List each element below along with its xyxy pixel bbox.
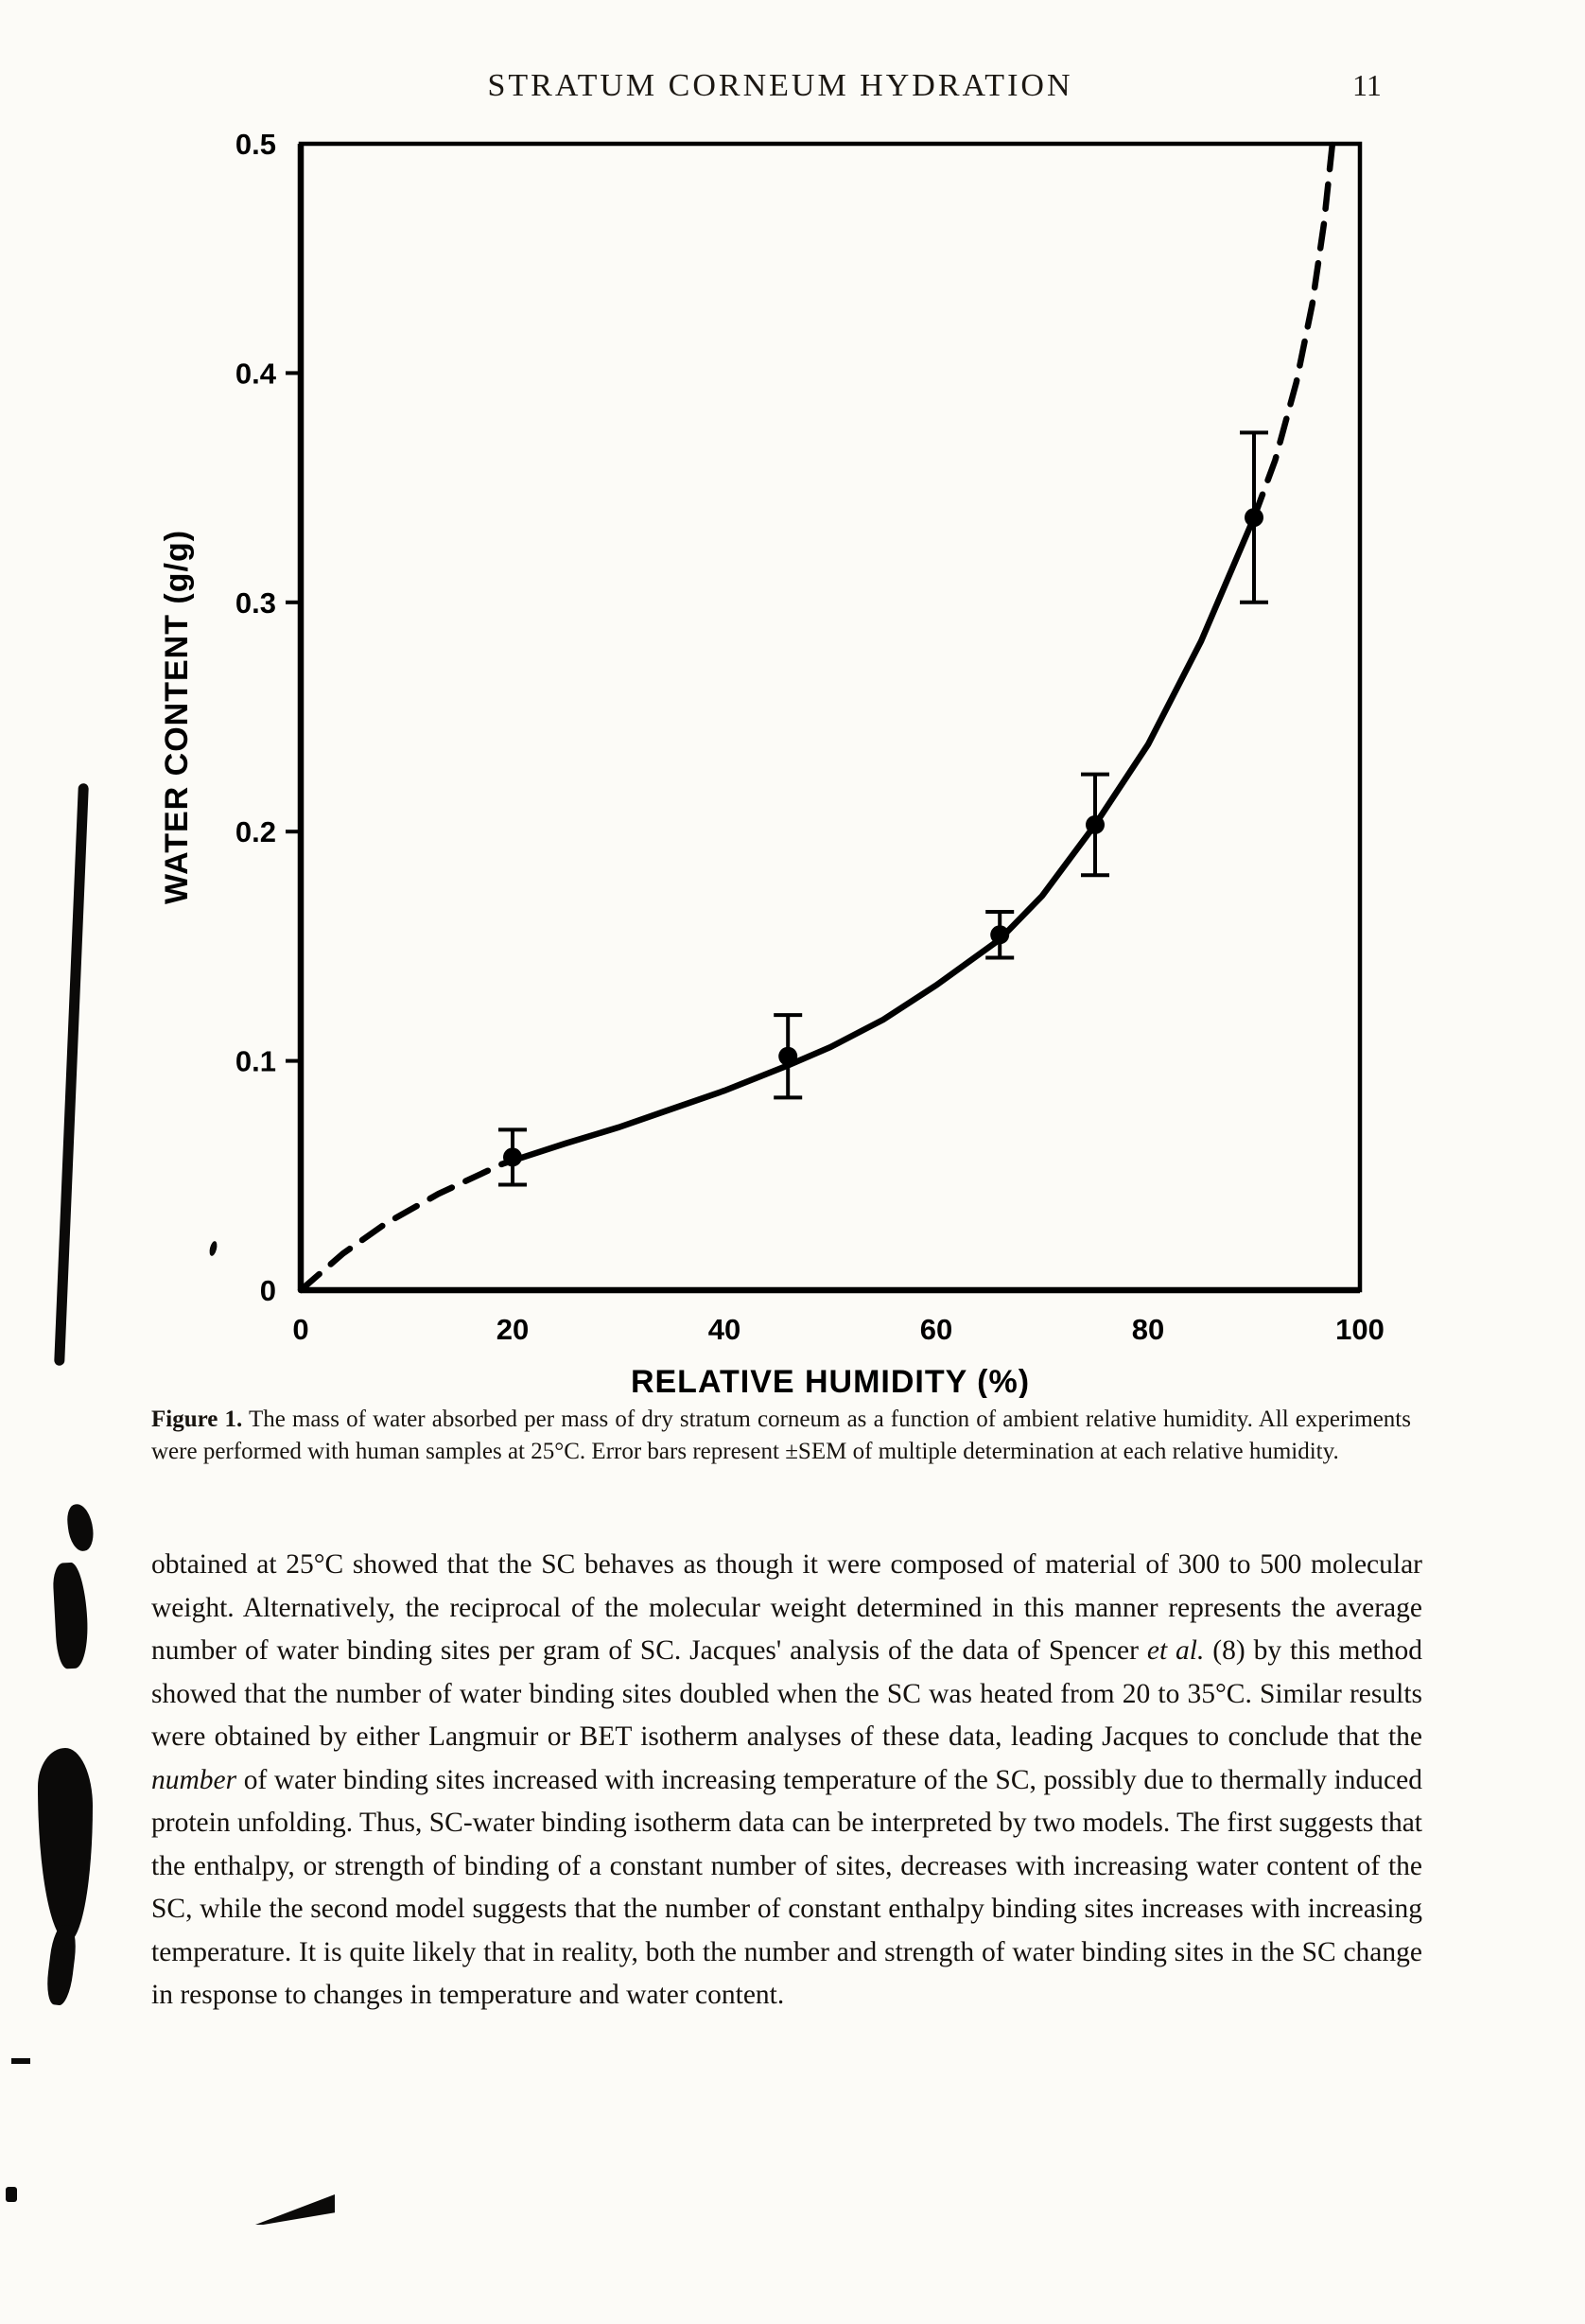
x-tick-label: 60 — [919, 1313, 953, 1346]
y-tick-label: 0.2 — [235, 815, 276, 849]
scan-artifact-dash — [11, 2058, 30, 2064]
body-paragraph — [151, 1544, 1422, 2018]
body-text-italic: number — [151, 1764, 237, 1795]
scan-artifact-line — [54, 783, 89, 1366]
scan-artifact-mark — [6, 2187, 17, 2202]
page-title: STRATUM CORNEUM HYDRATION — [487, 68, 1073, 103]
scan-artifact-blob — [44, 1924, 78, 2007]
figure-caption-text: The mass of water absorbed per mass of dry stratum corneum as a function of ambient relative humidity. All experiments were performed with human samples at 25°C. Error bars represent ±SEM of multiple determination at each relative humidity. — [151, 1407, 1411, 1464]
figure-1-chart — [113, 112, 1400, 1398]
x-tick-label: 100 — [1335, 1313, 1385, 1346]
body-text: (8) by this method showed that the number of water binding sites doubled when the SC was heated from 20 to 35°C. Similar results were obtained by either Langmuir or BET isotherm analyses of these data, leading Jacques to conclude that the — [151, 1635, 1422, 1752]
body-text: of water binding sites increased with increasing temperature of the SC, possibly due to thermally induced protein unfolding. Thus, SC-water binding isotherm data can be interpreted by two models. The first suggests that the enthalpy, or strength of binding of a constant number of sites, decreases with increasing water content of the SC, while the second model suggests that the number of constant enthalpy binding sites increases with increasing temperature. It is quite likely that in reality, both the number and strength of water binding sites in the SC change in response to changes in temperature and water content. — [151, 1764, 1422, 2010]
data-point — [778, 1047, 797, 1066]
chart-frame — [301, 144, 1360, 1290]
body-text: obtained at 25°C showed that the SC behaves as though it were composed of material of 300 to 500 molecular weight. Alternatively, the reciprocal of the molecular weight determined in this manner represents the average number of water binding sites per gram of SC. Jacques' analysis of the data of Spencer — [151, 1549, 1422, 1666]
curve-dashed-high — [1254, 144, 1332, 517]
scan-artifact-blob — [38, 1748, 93, 1942]
y-tick-label: 0 — [259, 1274, 276, 1307]
scan-artifact-wedge — [255, 2194, 335, 2225]
body-text-italic: et al. — [1146, 1635, 1205, 1666]
data-point — [1245, 508, 1263, 527]
scan-artifact-blob — [52, 1562, 90, 1669]
x-axis-title: RELATIVE HUMIDITY (%) — [630, 1364, 1031, 1398]
y-axis-title: WATER CONTENT (g/g) — [159, 529, 195, 905]
running-header — [142, 68, 1419, 104]
scan-artifact-scribble — [65, 1503, 95, 1552]
curve-solid — [502, 517, 1254, 1164]
water-sorption-isotherm-plot — [113, 112, 1400, 1398]
y-tick-label: 0.1 — [235, 1044, 276, 1078]
y-tick-label: 0.5 — [235, 128, 276, 161]
y-tick-label: 0.4 — [235, 357, 276, 391]
figure-caption — [151, 1404, 1411, 1468]
data-point — [990, 925, 1009, 944]
figure-caption-label: Figure 1. — [151, 1407, 243, 1432]
x-tick-label: 40 — [707, 1313, 741, 1346]
x-tick-label: 20 — [496, 1313, 530, 1346]
data-point — [1086, 815, 1105, 834]
page-number: 11 — [1352, 68, 1382, 102]
data-point — [503, 1147, 522, 1166]
y-tick-label: 0.3 — [235, 585, 276, 620]
curve-dashed-low — [301, 1164, 502, 1290]
x-tick-label: 80 — [1131, 1313, 1165, 1346]
x-tick-label: 0 — [292, 1313, 309, 1346]
